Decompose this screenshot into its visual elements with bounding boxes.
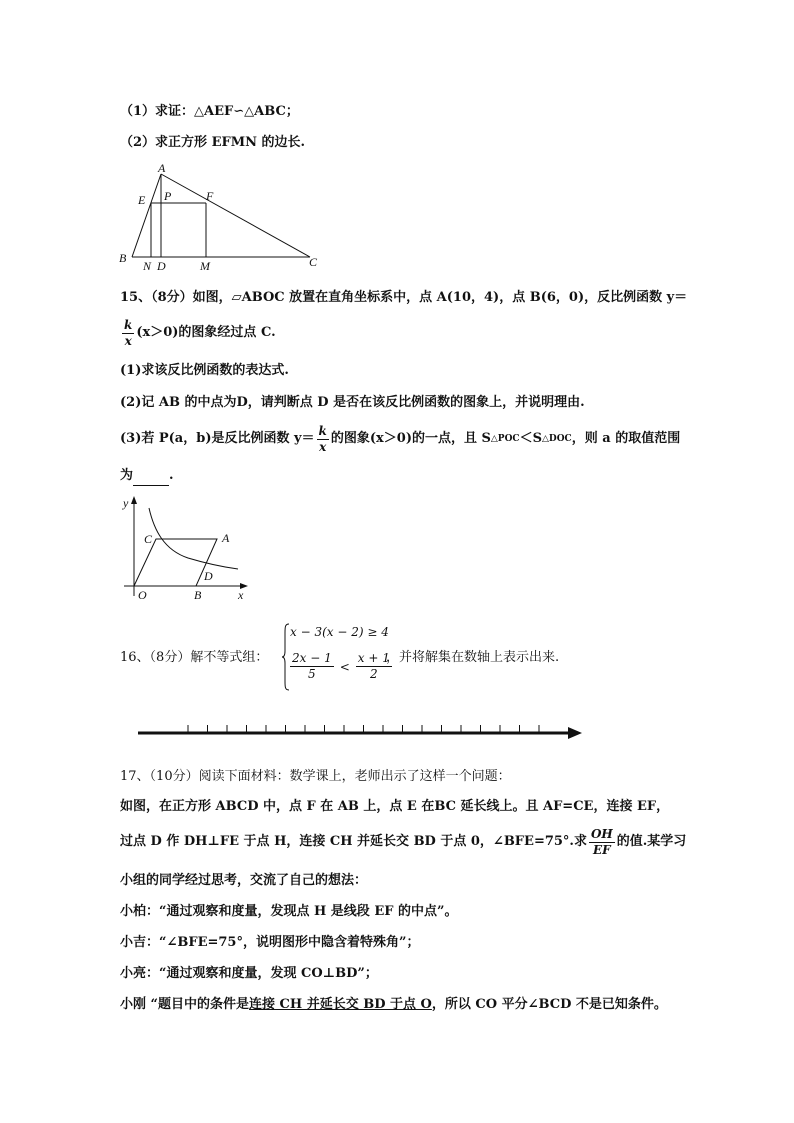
p17-s2: 小吉：“∠BFE=75°，说明图形中隐含着特殊角”； [120, 935, 420, 950]
p17-l1: 如图，在正方形 ABCD 中，点 F 在 AB 上，点 E 在BC 延长线上。且 AF=CE，连接 EF， [120, 799, 670, 814]
inequality-system [282, 623, 390, 691]
figure-coordinate-parallelogram [118, 492, 253, 604]
label-C: C [144, 532, 153, 546]
label-E: E [138, 193, 146, 207]
label-C: C [309, 255, 318, 269]
p14-part1: （1）求证：△AEF∽△ABC； [120, 104, 299, 119]
label-A: A [222, 531, 230, 545]
p15-q1: (1)求该反比例函数的表达式. [120, 363, 289, 378]
label-D: D [157, 259, 166, 273]
figure-triangle-square [116, 163, 326, 275]
p15-intro-cont: (x＞0)的图象经过点 C. [136, 325, 276, 340]
p17-l3: 小组的同学经过思考，交流了自己的想法： [120, 873, 368, 888]
label-F: F [206, 189, 214, 203]
number-line[interactable] [138, 720, 584, 744]
p17-s1: 小柏：“通过观察和度量，发现点 H 是线段 EF 的中点”。 [120, 904, 458, 919]
label-N: N [143, 259, 152, 273]
p14-part2: （2）求正方形 EFMN 的边长. [120, 135, 306, 150]
p15-q2: (2)记 AB 的中点为D，请判断点 D 是否在该反比例函数的图象上，并说明理由. [120, 395, 585, 410]
p16-tail: ，并将解集在数轴上表示出来. [386, 650, 560, 665]
fraction-k-over-x-2: $\frac{k}{x}$ [318, 423, 327, 454]
y-axis-arrow [131, 496, 137, 504]
inequality-2: $\frac{2x - 1}{5}$ < $\frac{x + 1}{2}$ [292, 651, 390, 681]
p15-intro: 15、（8分）如图，▱ABOC 放置在直角坐标系中，点 A(10，4)，点 B(6，0)，反比例函数 y＝ [120, 290, 688, 305]
edge-AC [161, 174, 310, 257]
p15-q3-row: (3)若 P(a，b)是反比例函数 y＝ $\frac{k}{x}$ 的图象(x＞0)的一点，且 S △POC ＜S △DOC ，则 a 的取值范围 [120, 423, 681, 454]
label-A: A [158, 163, 166, 175]
p17-l2-row: 过点 D 作 DH⊥FE 于点 H，连接 CH 并延长交 BD 于点 0，∠BFE=75°.求 $\frac{OH}{EF}$ 的值.某学习 [120, 826, 687, 857]
label-O: O [138, 588, 147, 602]
fraction-k-over-x: $\frac{k}{x}$ [124, 317, 133, 348]
p17-s3: 小亮：“通过观察和度量，发现 CO⊥BD”； [120, 966, 378, 981]
p17-s4: 小刚 “题目中的条件是连接 CH 并延长交 BD 于点 O，所以 CO 平分∠BCD 不是已知条件。 [120, 997, 667, 1012]
label-B: B [194, 588, 202, 602]
label-x: x [238, 588, 244, 602]
inequality-1: x − 3(x − 2) ≥ 4 [290, 625, 389, 639]
label-y: y [123, 496, 129, 510]
label-B: B [119, 251, 127, 265]
p15-q3-answer-row: 为 . [120, 466, 174, 486]
p15-intro-cont-row [120, 316, 276, 350]
label-P: P [164, 189, 172, 203]
p17-intro: 17、（10分）阅读下面材料：数学课上，老师出示了这样一个问题： [120, 769, 511, 784]
edge-AB [132, 174, 161, 257]
label-D: D [204, 569, 213, 583]
fraction-OH-over-EF: $\frac{OH}{EF}$ [590, 826, 613, 857]
number-line-arrow [568, 727, 582, 739]
answer-blank[interactable] [133, 471, 169, 486]
p16-intro: 16、（8分）解不等式组： [120, 650, 269, 665]
label-M: M [200, 259, 210, 273]
